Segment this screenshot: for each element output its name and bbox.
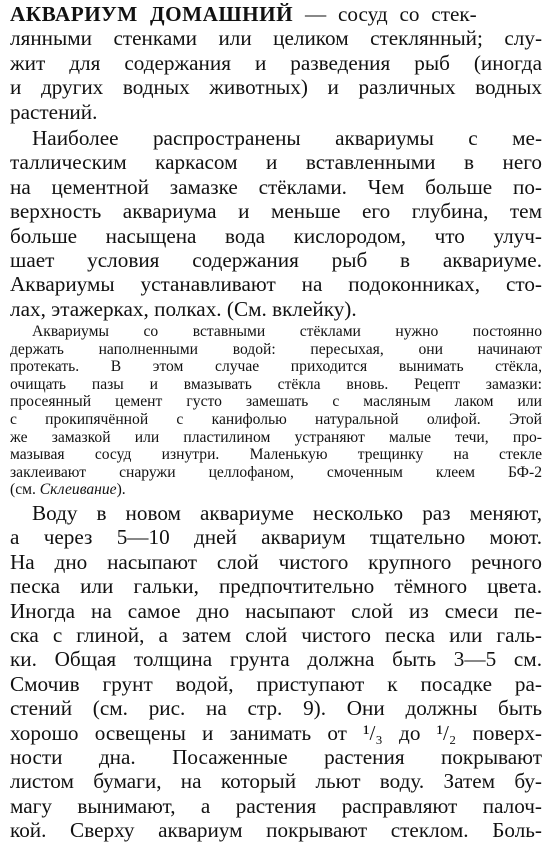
- article-text-line: Наиболее распространены аквариумы с ме-: [32, 125, 542, 150]
- article-text-line: Воду в новом аквариуме несколько раз меняют,: [32, 501, 542, 526]
- article-text-line: лах, этажерках, полках. (См. вклейку).: [10, 296, 357, 321]
- article-page: [10, 2, 542, 842]
- note-text-line: заклеивают снаружи целлофаном, смоченным клеем БФ-2: [10, 463, 542, 481]
- note-text-line: держать наполненными водой: пересыхая, они начинают: [10, 340, 542, 358]
- article-text-line: Аквариумы устанавливают на подоконниках, сто-: [10, 272, 542, 297]
- article-text-line: лянными стенками или целиком стеклянный; слу-: [10, 26, 542, 51]
- article-first-line: [10, 2, 542, 26]
- article-heading: АКВАРИУМ ДОМАШНИЙ: [10, 2, 294, 26]
- article-text-line: Смочив грунт водой, приступают к посадке ра-: [10, 671, 542, 696]
- note-text-line: мазывая сосуд изнутри. Маленькую трещинку на стекле: [10, 446, 542, 464]
- article-text-line: кой. Сверху аквариум покрывают стеклом. Боль-: [10, 818, 542, 842]
- article-text-line: ска с глиной, а затем слой чистого песка или галь-: [10, 622, 542, 647]
- article-text-line: больше насыщена вода кислородом, что улуч-: [10, 223, 542, 248]
- note-text-line: очищать пазы и вмазывать стёкла вновь. Рецепт замазки:: [10, 375, 542, 393]
- article-text-line: песка или гальки, предпочтительно тёмного цвета.: [10, 574, 542, 599]
- article-text-line: стений (см. рис. на стр. 9). Они должны быть: [10, 696, 542, 721]
- article-text-line: листом бумаги, на который льют воду. Затем бу-: [10, 769, 542, 794]
- article-text-line: ки. Общая толщина грунта должна быть 3—5 см.: [10, 647, 542, 672]
- article-text-line: На дно насыпают слой чистого крупного речного: [10, 549, 542, 574]
- note-text-line: протекать. В этом случае приходится вынимать стёкла,: [10, 358, 542, 376]
- article-text-line: хорошо освещены и занимать от ¹/₃ до ¹/₂ поверх-: [10, 720, 542, 745]
- article-text-line: жит для содержания и разведения рыб (иногда: [10, 50, 542, 75]
- note-text-line: Аквариумы со вставными стёклами нужно постоянно: [32, 323, 542, 341]
- note-text-line: просеянный цемент густо замешать с масляным лаком или: [10, 393, 542, 411]
- article-text-line: таллическим каркасом и вставленными в него: [10, 150, 542, 175]
- note-last-line: [10, 481, 542, 499]
- article-text-line: и других водных животных) и различных водных: [10, 75, 542, 100]
- note-text-line: с прокипячённой с канифолью натуральной олифой. Этой: [10, 411, 542, 429]
- article-text-line: на цементной замазке стёклами. Чем больше по-: [10, 174, 542, 199]
- article-text-line: ности дна. Посаженные растения покрывают: [10, 744, 542, 769]
- article-text-line: верхность аквариума и меньше его глубина, тем: [10, 199, 542, 224]
- note-text-line: же замазкой или пластилином устраняют малые течи, про-: [10, 428, 542, 446]
- note-ref-prefix: (см.: [10, 481, 40, 499]
- article-text-line: — сосуд со стек-: [293, 2, 477, 26]
- article-text-line: растений.: [10, 99, 98, 124]
- note-cross-reference: Склеивание: [39, 481, 117, 499]
- article-text-line: магу вынимают, а растения расправляют палоч-: [10, 793, 542, 818]
- note-ref-suffix: ).: [116, 481, 126, 499]
- article-text-line: шает условия содержания рыб в аквариуме.: [10, 247, 542, 272]
- article-text-line: а через 5—10 дней аквариум тщательно моют.: [10, 525, 542, 550]
- article-text-line: Иногда на самое дно насыпают слой из смеси пе-: [10, 598, 542, 623]
